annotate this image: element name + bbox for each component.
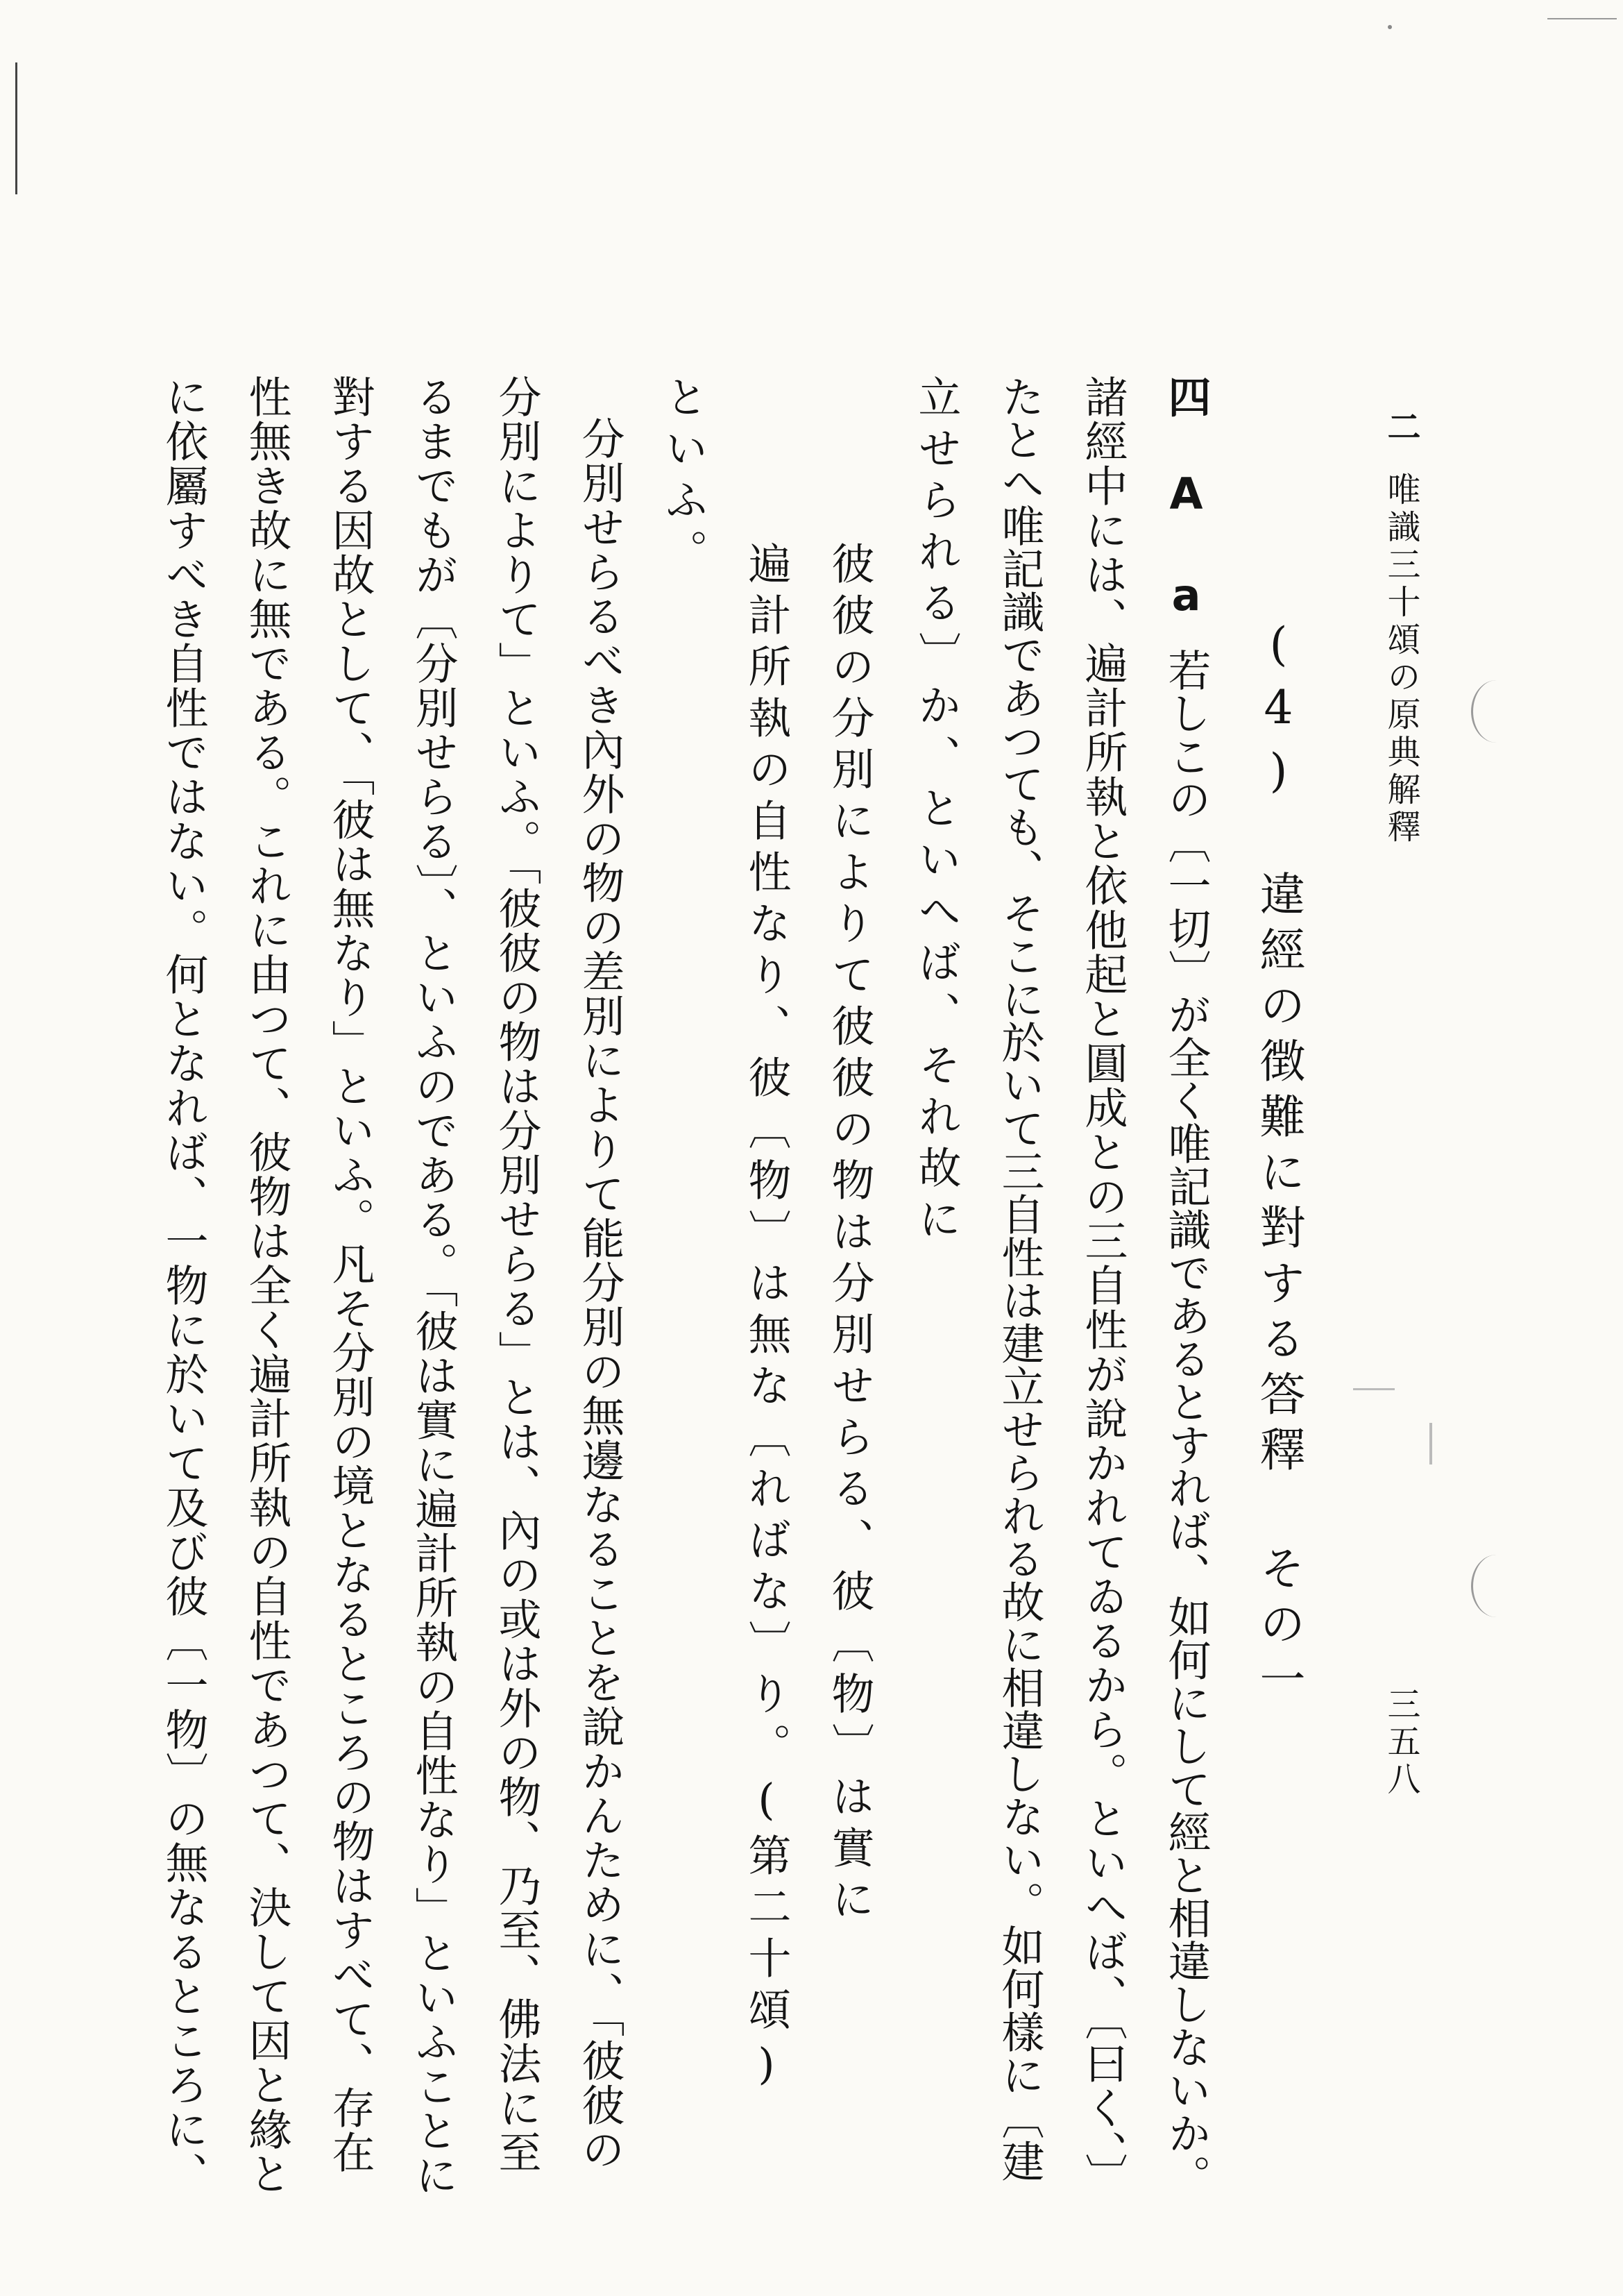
commentary-line-1: といふ。: [658, 375, 708, 580]
question-text-1: 若しこの〔一切〕が全く唯記識であるとすれば、如何にして經と相違しないか。: [1161, 648, 1212, 2197]
question-marker: 四 A a: [1161, 375, 1212, 621]
verse-line-2: 遍計所執の自性なり、彼〔物〕は無な〔ればな〕り。(第二十頌): [741, 541, 792, 2097]
commentary-line-5: 對する因故として、「彼は無なり」といふ。凡そ分別の境となるところの物はすべて、存在: [325, 375, 375, 2175]
question-line-4: 立せられる〕か、といへば、それ故に: [911, 375, 962, 1248]
scan-speck: [1429, 1423, 1432, 1464]
chapter-mark: 二: [1382, 410, 1420, 447]
commentary-line-7: に依屬すべき自性ではない。何となれば、一物に於いて及び彼〔一物〕の無なるところに、: [158, 375, 209, 2196]
question-line-2: 諸經中には、遍計所執と依他起と圓成との三自性が說かれてゐるから。といへば、〔曰く、〕: [1078, 375, 1128, 2197]
scan-edge-mark: [1547, 18, 1617, 19]
commentary-line-6: 性無き故に無である。これに由つて、彼物は全く遍計所執の自性であつて、決して因と緣と: [241, 375, 292, 2196]
scan-speck: [1353, 1388, 1395, 1390]
margin-rule: [15, 62, 17, 194]
commentary-line-2: 分別せらるべき內外の物の差別によりて能分別の無邊なることを說かんために、「彼彼の: [575, 416, 625, 2172]
punch-hole-mark: [1471, 680, 1522, 743]
punch-hole-mark: [1471, 1555, 1522, 1617]
question-line-1: [1155, 375, 1217, 2197]
section-title: (4) 違經の徴難に對する答釋 その一: [1252, 618, 1305, 1711]
commentary-line-4: るまでもが〔分別せらる〕、といふのである。「彼は實に遍計所執の自性なり」といふことに: [408, 375, 459, 2197]
running-header: [1377, 410, 1425, 847]
scan-speck: [1388, 25, 1392, 29]
question-line-3: たとへ唯記識であつても、そこに於いて三自性は建立せられる故に相違しない。如何樣に〔建: [994, 375, 1045, 2182]
commentary-line-3: 分別によりて」といふ。「彼彼の物は分別せらる」とは、內の或は外の物、乃至、佛法に至: [491, 375, 542, 2175]
running-title: 唯識三十頌の原典解釋: [1382, 472, 1420, 847]
page-number: 三五八: [1382, 1687, 1420, 1799]
verse-line-1: 彼彼の分別によりて彼彼の物は分別せらる、彼〔物〕は實に: [824, 541, 875, 1928]
